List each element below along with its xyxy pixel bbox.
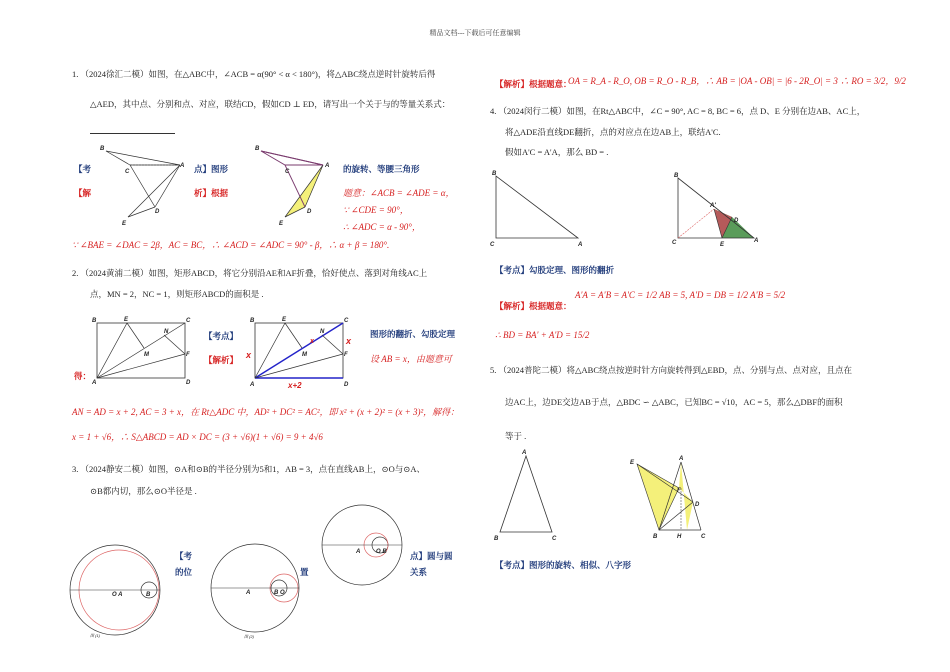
svg-text:A: A xyxy=(325,163,330,169)
svg-text:C: C xyxy=(344,318,349,324)
q4-kaodian: 【考点】勾股定理、图形的翻折 xyxy=(495,265,615,275)
q5-kaodian: 【考点】图形的旋转、相似、八字形 xyxy=(495,560,632,570)
svg-text:D: D xyxy=(307,209,312,215)
svg-text:x+2: x+2 xyxy=(288,381,302,390)
svg-text:B: B xyxy=(250,318,255,324)
q1-line2: △AED，其中点、分别和点、对应，联结CD，假如CD ⊥ ED，请写出一个关于与的等量关系式： xyxy=(90,99,451,109)
q1-jiexi-c: 题意：∠ACB = ∠ADE = α， xyxy=(343,188,455,198)
svg-text:F: F xyxy=(344,352,348,358)
q1-line1 xyxy=(72,68,435,81)
svg-text:x: x xyxy=(246,350,252,360)
q3-fig2-caption: 图 (2) xyxy=(244,634,254,639)
q4-jiexi: 【解析】根据题意： xyxy=(495,301,572,311)
svg-text:E: E xyxy=(122,221,127,227)
svg-text:C: C xyxy=(125,169,130,175)
q2-jiexi-content: 设 AB = x，由题意可 xyxy=(370,354,452,364)
q2-figure-1 xyxy=(92,316,192,386)
svg-text:E: E xyxy=(630,460,635,466)
q2-jiexi: 【解析】 xyxy=(204,355,239,365)
q5-figure-1 xyxy=(492,446,577,541)
svg-text:D: D xyxy=(186,380,191,386)
q4-line3: 假如A'C = A'A，那么 BD = . xyxy=(505,147,609,157)
q4-text: （2024闵行二模）如图，在Rt△ABC中，∠C = 90°, AC = 8, BC = 6，点 D、E 分别在边AB、AC上， xyxy=(498,106,866,116)
svg-text:E: E xyxy=(720,242,725,248)
q1-figure-1 xyxy=(100,145,190,230)
q2-figure-2 xyxy=(246,316,360,396)
q2-kaodian-content: 图形的翻折、勾股定理 xyxy=(370,329,456,339)
svg-text:x: x xyxy=(346,336,352,346)
q1-answer-blank xyxy=(90,124,175,136)
q4-math-2: ∴ BD = BA' + A'D = 15/2 xyxy=(495,330,590,340)
q3-kaodian-c: 置 xyxy=(300,567,309,577)
svg-text:M: M xyxy=(144,352,149,358)
q3-text: （2024静安二模）如图，⊙A和⊙B的半径分别为5和1，AB = 3，点在直线AB上，⊙O与⊙A、 xyxy=(80,464,425,474)
svg-text:A': A' xyxy=(710,203,716,209)
q4-figure-1 xyxy=(490,170,590,250)
svg-text:D: D xyxy=(734,218,739,224)
q2-math-1: AN = AD = x + 2, AC = 3 + x，在 Rt△ADC 中，AD² + DC² = AC²，即 x² + (x + 2)² = (x + 3)²，解得： xyxy=(72,407,460,417)
q1-figure-2 xyxy=(255,145,345,230)
svg-text:C: C xyxy=(552,536,557,542)
q4-figure-2 xyxy=(670,172,765,252)
q1-math-1: ∵ ∠CDE = 90°， xyxy=(343,205,409,215)
q2-line1 xyxy=(72,267,427,280)
q1-math-3: ∵ ∠BAE = ∠DAC = 2β，AC = BC，∴ ∠ACD = ∠ADC = 90° - β，∴ α + β = 180°. xyxy=(72,240,390,250)
svg-text:F: F xyxy=(677,488,681,494)
svg-text:A: A xyxy=(246,590,251,596)
q2-de: 得： xyxy=(74,371,92,381)
svg-text:M: M xyxy=(302,352,307,358)
svg-text:A: A xyxy=(578,242,583,248)
q1-jiexi-b: 析】根据 xyxy=(194,188,229,198)
svg-text:N: N xyxy=(164,329,169,335)
svg-text:O A: O A xyxy=(112,592,123,598)
svg-text:B: B xyxy=(674,173,679,179)
q1-text: （2024徐汇二模）如图，在△ABC中，∠ACB = α(90° < α < 180°)，将△ABC绕点逆时针旋转后得 xyxy=(80,69,436,79)
svg-text:D: D xyxy=(695,502,700,508)
q5-figure-2 xyxy=(625,452,715,542)
svg-text:A: A xyxy=(180,163,185,169)
q3-figure-2 xyxy=(210,540,310,640)
svg-text:B: B xyxy=(494,536,499,542)
q2-number: 2. xyxy=(72,268,79,278)
q5-text: （2024普陀二模）将△ABC绕点按逆时针方向旋转得到△EBD，点、分别与点、点对应，且点在 xyxy=(498,365,853,375)
svg-text:A: A xyxy=(92,380,97,386)
svg-text:D: D xyxy=(344,382,349,388)
q4-math-1: A'A = A'B = A'C = 1/2 AB = 5, A'D = DB = 1/2 A'B = 5/2 xyxy=(575,290,786,300)
svg-text:E: E xyxy=(282,317,287,323)
svg-text:B: B xyxy=(92,318,97,324)
q3-kaodian-a: 【考 xyxy=(175,551,193,561)
svg-text:E: E xyxy=(279,221,284,227)
svg-text:H: H xyxy=(677,534,682,540)
q5-number: 5. xyxy=(490,365,497,375)
q3-figure-3 xyxy=(318,503,408,583)
r1-math: OA = R_A - R_O, OB = R_O - R_B，∴ AB = |OA - OB| = |6 - 2R_O| = 3 ∴ RO = 3/2，9/2 xyxy=(568,76,906,86)
q1-math-2: ∴ ∠ADC = α - 90°， xyxy=(343,222,421,232)
q1-jiexi-a: 【解 xyxy=(74,188,92,198)
q2-math-2: x = 1 + √6，∴ S△ABCD = AD × DC = (3 + √6)(1 + √6) = 9 + 4√6 xyxy=(72,432,323,442)
q1-number: 1. xyxy=(72,69,79,79)
svg-text:B: B xyxy=(100,146,105,152)
svg-text:A: A xyxy=(754,238,759,244)
r1-jiexi: 【解析】根据题意： xyxy=(495,79,572,89)
svg-text:B: B xyxy=(146,592,151,598)
q3-kaodian-e: 关系 xyxy=(410,567,428,577)
q3-number: 3. xyxy=(72,464,79,474)
q4-line2: 将△ADE沿直线DE翻折，点的对应点在边AB上，联结A'C. xyxy=(505,127,721,137)
q1-kaodian-c: 的旋转、等腰三角形 xyxy=(343,164,420,174)
svg-text:C: C xyxy=(186,318,191,324)
q2-kaodian: 【考点】 xyxy=(204,331,239,341)
svg-text:E: E xyxy=(124,317,129,323)
svg-text:A: A xyxy=(522,450,527,456)
q5-line1 xyxy=(490,364,852,377)
q5-line2: 边AC上，边DE交边AB于点，△BDC ∽ △ABC，已知BC = √10，AC = 5，那么△DBF的面积 xyxy=(505,397,843,407)
svg-text:N: N xyxy=(320,329,325,335)
svg-text:B O: B O xyxy=(274,590,285,596)
q3-line1 xyxy=(72,463,425,476)
q3-kaodian-b: 的位 xyxy=(175,567,193,577)
q4-line1 xyxy=(490,105,865,118)
q2-line2: 点，MN = 2，NC = 1，则矩形ABCD的面积是 . xyxy=(90,289,264,299)
page-header: 精品文档---下载后可任意编辑 xyxy=(429,29,521,37)
svg-text:x: x xyxy=(310,338,314,345)
q5-line3: 等于 . xyxy=(505,431,527,441)
q2-text: （2024黄浦二模）如图，矩形ABCD，将它分别沿AE和AF折叠，恰好使点、落到对角线AC上 xyxy=(80,268,428,278)
svg-text:C: C xyxy=(672,240,677,246)
svg-text:C: C xyxy=(285,169,290,175)
svg-text:A: A xyxy=(679,456,684,462)
q1-kaodian-a: 【考 xyxy=(74,164,92,174)
svg-text:C: C xyxy=(490,242,495,248)
svg-text:B: B xyxy=(492,171,497,177)
q3-line2: ⊙B都内切，那么⊙O半径是 . xyxy=(90,486,197,496)
q3-figure-1 xyxy=(70,535,170,645)
q4-number: 4. xyxy=(490,106,497,116)
q3-fig1-caption: 图 (1) xyxy=(90,633,100,638)
svg-text:D: D xyxy=(155,209,160,215)
svg-text:F: F xyxy=(186,352,190,358)
svg-text:C: C xyxy=(701,534,706,540)
svg-text:A: A xyxy=(250,382,255,388)
q3-kaodian-d: 点】圆与圆 xyxy=(410,551,453,561)
svg-text:A: A xyxy=(356,549,361,555)
q1-kaodian-b: 点】图形 xyxy=(194,164,229,174)
svg-text:B: B xyxy=(255,146,260,152)
svg-text:O B: O B xyxy=(376,549,387,555)
svg-text:B: B xyxy=(653,534,658,540)
